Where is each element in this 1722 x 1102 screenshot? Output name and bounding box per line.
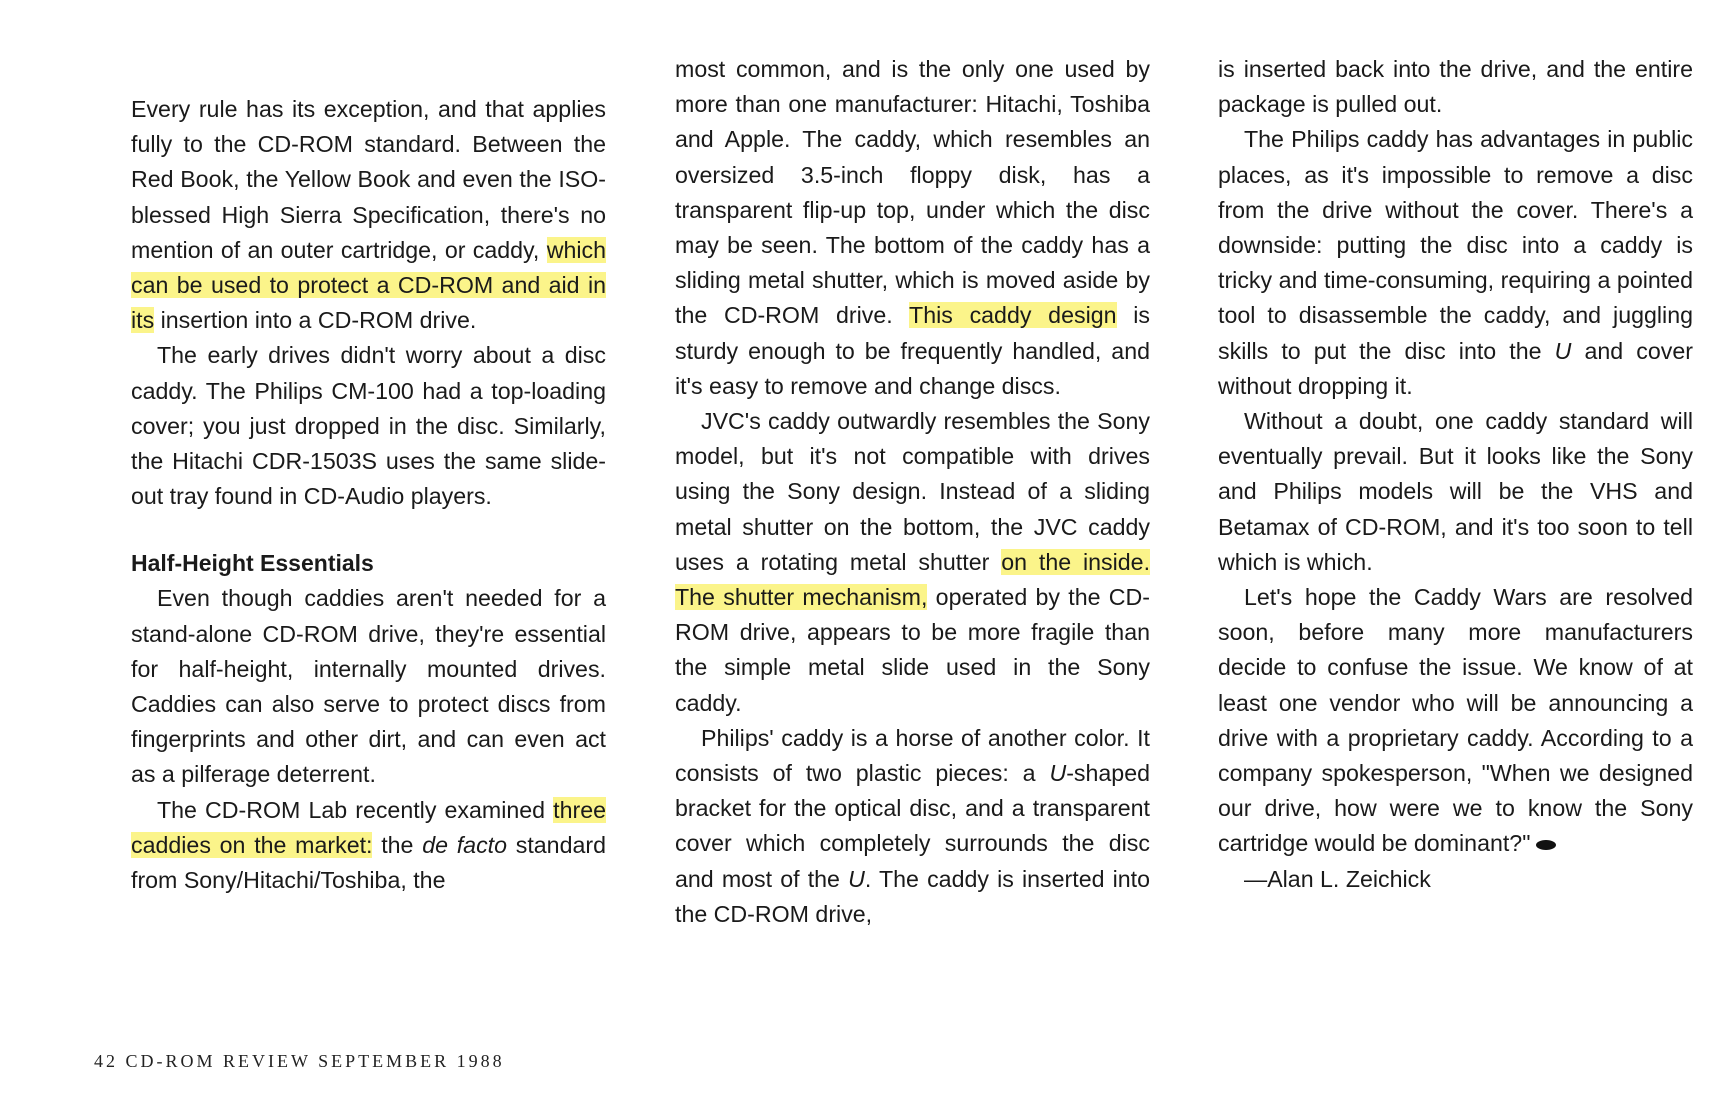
paragraph: Even though caddies aren't needed for a stand-alone CD-ROM drive, they're essential for half-height, internally mounted drives. Caddies can also serve to protect discs from fingerprints and other dirt, and can even act as a pilferage deterrent. (131, 585, 606, 788)
highlighted-text[interactable]: on the inside. The shutter mechanism, (675, 548, 1151, 611)
page-folio: 42 CD-ROM REVIEW SEPTEMBER 1988 (94, 1051, 505, 1071)
paragraph: The CD-ROM Lab recently examined three caddies on the market: the de facto standard from Sony/Hitachi/Toshiba, the (131, 796, 606, 894)
paragraph: Without a doubt, one caddy standard will eventually prevail. But it looks like the Sony and Philips models will be the VHS and Betamax of CD-ROM, and it's too soon to tell which is which. (1218, 408, 1693, 575)
section-heading: Half-Height Essentials (131, 550, 374, 577)
highlighted-text[interactable]: which can be used to protect a CD-ROM and aid in its (131, 236, 606, 334)
end-of-article-icon (1536, 840, 1556, 850)
paragraph: The early drives didn't worry about a disc caddy. The Philips CM-100 had a top-loading cover; you just dropped in the disc. Similarly, the Hitachi CDR-1503S uses the same slide-out tray found in CD-Audio players. (131, 342, 606, 510)
paragraph: Philips' caddy is a horse of another color. It consists of two plastic pieces: a U-shaped bracket for the optical disc, and a transparent cover which completely surrounds the disc and most of the U. The caddy is inserted into the CD-ROM drive, (675, 724, 1151, 927)
paragraph: Let's hope the Caddy Wars are resolved soon, before many more manufacturers decide to confuse the issue. We know of at least one vendor who will be announcing a drive with a proprietary caddy. According to a company spokesperson, "When we designed our drive, how were we to know the Sony cartridge would be dominant?" (1218, 584, 1693, 857)
paragraph: The Philips caddy has advantages in public places, as it's impossible to remove a disc from the drive without the cover. There's a downside: putting the disc into a caddy is tricky and time-consuming, requiring a pointed tool to disassemble the caddy, and juggling skills to put the disc into the U and cover without dropping it. (1218, 126, 1693, 399)
paragraph: JVC's caddy outwardly resembles the Sony model, but it's not compatible with drives using the Sony design. Instead of a sliding metal shutter on the bottom, the JVC caddy uses a rotating metal shutter on the inside. The shutter mechanism, operated by the CD-ROM drive, appears to be more fragile than the simple metal slide used in the Sony caddy. (675, 408, 1151, 716)
paragraph: Every rule has its exception, and that applies fully to the CD-ROM standard. Between the Red Book, the Yellow Book and even the ISO-blessed High Sierra Specification, there's no mention of an outer cartridge, or caddy, which can be used to protect a CD-ROM and aid in its insertion into a CD-ROM drive. (131, 96, 606, 334)
author-signature: —Alan L. Zeichick (1244, 865, 1431, 892)
column-3 (1218, 52, 1693, 897)
paragraph: most common, and is the only one used by more than one manufacturer: Hitachi, Toshiba and Apple. The caddy, which resembles an oversized 3.5-inch floppy disk, has a transparent flip-up top, under which the disc may be seen. The bottom of the caddy has a sliding metal shutter, which is moved aside by the CD-ROM drive. This caddy design is sturdy enough to be frequently handled, and it's easy to remove and change discs. (675, 56, 1150, 399)
highlighted-text[interactable]: This caddy design (909, 302, 1117, 329)
column-1 (131, 92, 606, 898)
column-2 (675, 52, 1150, 932)
highlighted-text[interactable]: three caddies on the market: (131, 796, 606, 858)
paragraph: is inserted back into the drive, and the entire package is pulled out. (1218, 56, 1693, 118)
